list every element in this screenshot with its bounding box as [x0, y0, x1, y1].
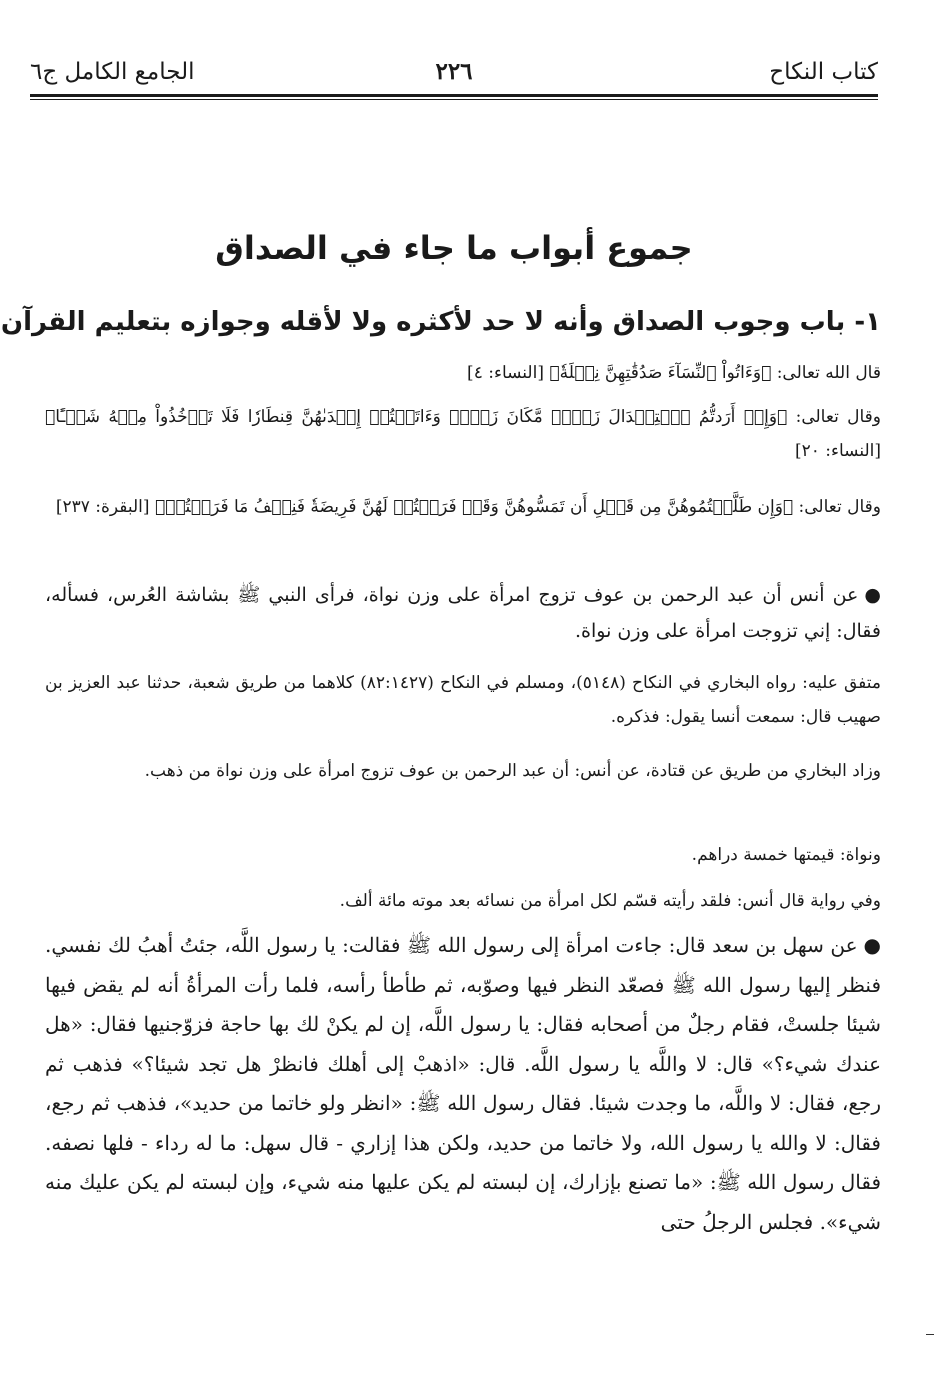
takhrij-note: متفق عليه: رواه البخاري في النكاح (٥١٤٨)، ومسلم في النكاح (٨٢:١٤٢٧) كلاهما من طريق شعبة، حدثنا عبد العزيز بن صهيب قال: سمعت أنسا يقول: فذكره. [45, 673, 881, 727]
verse-intro: وقال تعالى: [798, 497, 881, 517]
header-rule-thick [30, 94, 878, 97]
bullet-mark: ● [864, 584, 881, 606]
verse-paragraph-3 [45, 490, 881, 524]
running-header [30, 54, 878, 90]
verse-paragraph-1 [45, 356, 881, 390]
quran-verse: ﴿وَإِن طَلَّقۡتُمُوهُنَّ مِن قَبۡلِ أَن تَمَسُّوهُنَّ وَقَدۡ فَرَضۡتُمۡ لَهُنَّ فَرِيضَةٗ فَنِصۡفُ مَا فَرَضۡتُمۡ﴾ [154, 497, 794, 517]
verse-intro: وقال تعالى: [795, 407, 881, 427]
header-chapter-name: كتاب النكاح [769, 59, 878, 85]
verse-intro: قال الله تعالى: [776, 363, 881, 383]
hadith-paragraph-2 [45, 926, 881, 1242]
verse-reference: [البقرة: ٢٣٧] [55, 497, 150, 517]
verse-reference: [النساء: ٢٠] [794, 441, 881, 461]
hadith-paragraph-1 [45, 577, 881, 649]
verse-paragraph-2 [45, 400, 881, 468]
hadith-text: عن سهل بن سعد قال: جاءت امرأة إلى رسول الله ﷺ فقالت: يا رسول اللَّه، جئتُ أهبُ لك نفسي. فنظر إليها رسول الله ﷺ فصعّد النظر فيها وصوّبه، ثم طأطأ رأسه، فلما رأت المرأةُ أنه لم يقض فيها شيئا جلستْ، فقام رجلٌ من أصحابه فقال: يا رسول اللَّه، إن لم يكنْ لك بها حاجة فزوّجنيها فقال: «هل عندك شيء؟» قال: لا واللَّه يا رسول اللَّه. قال: «اذهبْ إلى أهلك فانظرْ هل تجد شيئا؟» فذهب ثم رجع، فقال: لا واللَّه، ما وجدت شيئا. فقال رسول الله ﷺ: «انظر ولو خاتما من حديد»، فذهب ثم رجع، فقال: لا والله يا رسول الله، ولا خاتما من حديد، ولكن هذا إزاري - قال سهل: ما له رداء - فلها نصفه. فقال رسول الله ﷺ: «ما تصنع بإزارك، إن لبسته لم يكن عليها منه شيء، وإن لبسته لم يكن عليك منه شيء». فجلس الرجلُ حتى [45, 933, 881, 1234]
page-number: ٢٢٦ [435, 58, 473, 85]
narration-note: وفي رواية قال أنس: فلقد رأيته قسّم لكل امرأة من نسائه بعد موته مائة ألف. [339, 891, 881, 911]
verse-reference: [النساء: ٤] [467, 363, 544, 383]
definition-note: ونواة: قيمتها خمسة دراهم. [691, 845, 881, 865]
chapter-heading: ١- باب وجوب الصداق وأنه لا حد لأكثره ولا لأقله وجوازه بتعليم القرآن [0, 307, 881, 337]
header-rule-thin [30, 99, 878, 100]
quran-verse: ﴿وَإِنۡ أَرَدتُّمُ ٱسۡتِبۡدَالَ زَوۡجٖ مَّكَانَ زَوۡجٖ وَءَاتَيۡتُمۡ إِحۡدَىٰهُنَّ قِنطَارٗا فَلَا تَأۡخُذُواْ مِنۡهُ شَيۡـًٔا﴾ [45, 407, 788, 427]
header-book-title: الجامع الكامل ج٦ [30, 59, 195, 85]
section-main-title: جموع أبواب ما جاء في الصداق [215, 229, 693, 267]
scan-artifact [926, 1334, 934, 1335]
quran-verse: ﴿وَءَاتُواْ ٱلنِّسَآءَ صَدُقَٰتِهِنَّ نِحۡلَةٗ﴾ [549, 363, 772, 383]
addition-note: وزاد البخاري من طريق عن قتادة، عن أنس: أن عبد الرحمن بن عوف تزوج امرأة على وزن نواة من ذهب. [144, 761, 881, 781]
bullet-mark: ● [863, 933, 881, 957]
hadith-text: عن أنس أن عبد الرحمن بن عوف تزوج امرأة على وزن نواة، فرأى النبي ﷺ بشاشة العُرس، فسأله، فقال: إني تزوجت امرأة على وزن نواة. [45, 584, 881, 642]
